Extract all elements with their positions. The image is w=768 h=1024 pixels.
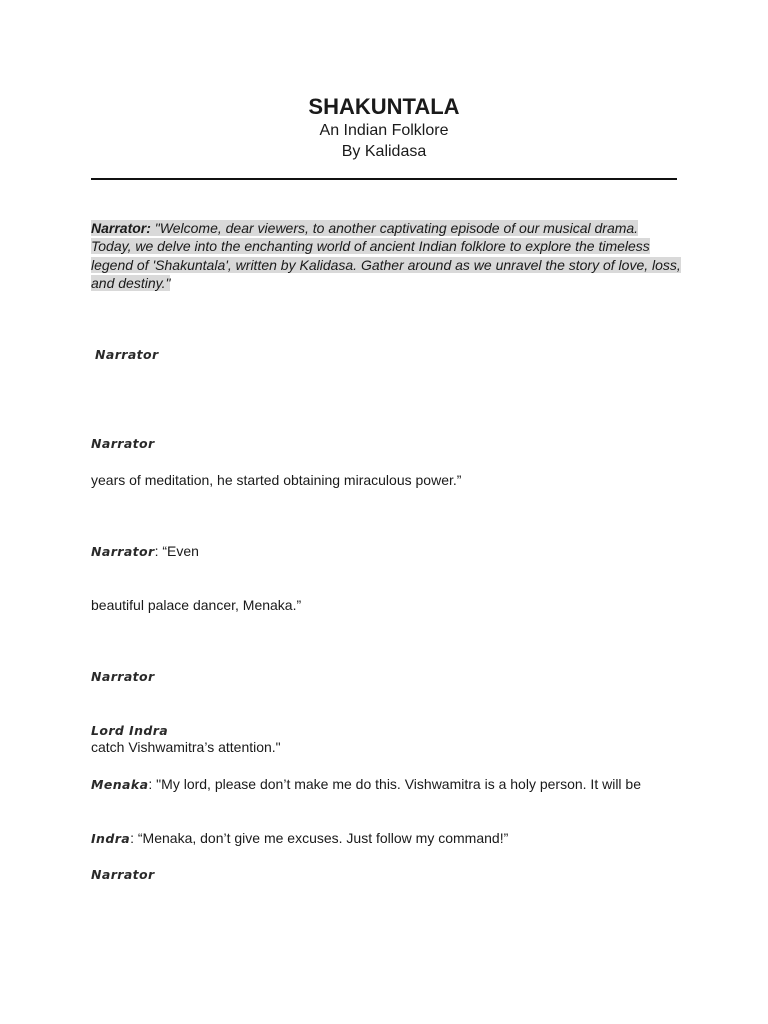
document-subtitle: An Indian Folklore [319,122,449,139]
intro-highlight [91,220,681,291]
script-line [91,542,199,561]
speaker-label: Narrator [91,669,155,684]
line-text: : “Menaka, don’t give me excuses. Just follow my command!” [130,830,509,846]
script-line [91,471,461,490]
speaker-label: Narrator [91,867,155,882]
line-text: beautiful palace dancer, Menaka.” [91,597,302,613]
speaker-label: Narrator [91,544,155,559]
script-line [91,434,155,453]
line-text: : "My lord, please don’t make me do this. Vishwamitra is a holy person. It will be [148,776,641,792]
speaker-label: Indra [91,831,131,846]
script-line [91,775,641,794]
speaker-label: Lord Indra [91,723,169,738]
script-line [91,596,301,615]
speaker-label: Narrator [95,347,159,362]
intro-text: "Welcome, dear viewers, to another captivating episode of our musical drama. Today, we delve into the enchanting world of ancient Indian folklore to explore the timeless legend of 'Shakuntala', written by Kalidasa. Gather around as we unravel the story of love, loss, and destiny." [91,220,681,291]
line-text: catch Vishwamitra’s attention." [91,739,281,755]
line-text: years of meditation, he started obtaining miraculous power.” [91,472,462,488]
intro-speaker: Narrator: [91,220,151,236]
document-title: SHAKUNTALA [308,94,460,119]
speaker-label: Menaka [91,777,149,792]
script-line [91,829,508,848]
script-line [95,345,159,364]
document-author: By Kalidasa [341,143,427,160]
script-line [91,738,281,757]
speaker-label: Narrator [91,436,155,451]
script-line [91,667,155,686]
title-divider [91,178,677,180]
script-line [91,865,155,884]
line-text: : “Even [154,543,199,559]
intro-paragraph [91,219,681,292]
